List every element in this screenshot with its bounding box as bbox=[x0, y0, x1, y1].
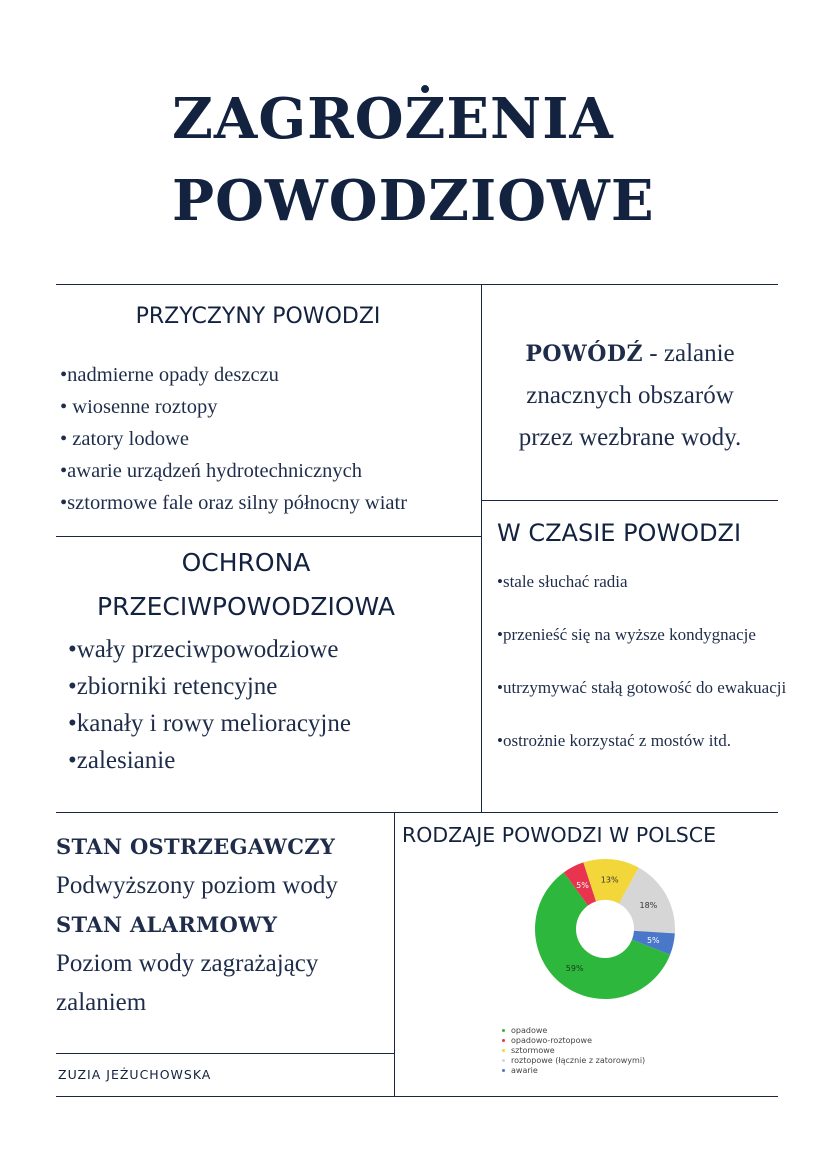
legend-label: roztopowe (łącznie z zatorowymi) bbox=[511, 1056, 646, 1065]
definition-line-3: przez wezbrane wody. bbox=[518, 424, 742, 451]
list-item: •zbiorniki retencyjne bbox=[68, 673, 278, 700]
w-czasie-list bbox=[497, 569, 797, 781]
section-heading-rodzaje: RODZAJE POWODZI W POLSCE bbox=[402, 823, 717, 847]
section-heading-w-czasie: W CZASIE POWODZI bbox=[497, 519, 742, 547]
list-item: •wały przeciwpowodziowe bbox=[68, 636, 339, 663]
legend-dot bbox=[502, 1029, 505, 1032]
divider-vertical-lower bbox=[394, 812, 395, 1096]
legend-item bbox=[502, 1036, 645, 1046]
legend-label: awarie bbox=[511, 1066, 538, 1075]
legend-dot bbox=[502, 1059, 505, 1062]
legend-dot bbox=[502, 1049, 505, 1052]
donut-chart bbox=[498, 852, 698, 1092]
legend-label: opadowo-roztopowe bbox=[511, 1036, 592, 1045]
divider-left-middle bbox=[56, 536, 481, 537]
list-item: •sztormowe fale oraz silny północny wiatr bbox=[60, 492, 408, 514]
legend-label: sztormowe bbox=[511, 1046, 555, 1055]
ochrona-heading-line-1: OCHRONA bbox=[181, 548, 311, 577]
legend-item bbox=[502, 1046, 645, 1056]
donut-label-1: 5% bbox=[576, 880, 589, 890]
divider-author bbox=[56, 1053, 394, 1054]
stan-ostrzegawczy-label: STAN OSTRZEGAWCZY bbox=[56, 834, 336, 859]
donut-label-2: 13% bbox=[600, 875, 619, 885]
page-title bbox=[172, 78, 732, 242]
list-item: • zatory lodowe bbox=[60, 428, 189, 450]
donut-label-4: 5% bbox=[646, 935, 660, 945]
stan-alarmowy-label: STAN ALARMOWY bbox=[56, 912, 278, 937]
donut-chart-svg bbox=[498, 852, 698, 1022]
przyczyny-list bbox=[60, 359, 407, 519]
chart-legend bbox=[502, 1026, 645, 1076]
donut-label-3: 18% bbox=[639, 901, 658, 911]
list-item: •ostrożnie korzystać z mostów itd. bbox=[497, 731, 731, 750]
legend-item bbox=[502, 1026, 645, 1036]
legend-label: opadowe bbox=[511, 1026, 548, 1035]
ochrona-heading-line-2: PRZECIWPOWODZIOWA bbox=[97, 592, 395, 621]
legend-dot bbox=[502, 1069, 505, 1072]
stan-ostrzegawczy-desc: Podwyższony poziom wody bbox=[56, 872, 338, 899]
divider-lower bbox=[56, 812, 778, 813]
stan-alarmowy-desc: Poziom wody zagrażający zalaniem bbox=[56, 950, 319, 1016]
section-heading-ochrona bbox=[56, 541, 436, 629]
title-line-2: POWODZIOWE bbox=[172, 168, 655, 234]
legend-dot bbox=[502, 1039, 505, 1042]
definition-term: POWÓDŹ bbox=[525, 341, 644, 367]
definition-block bbox=[492, 333, 768, 459]
list-item: •zalesianie bbox=[68, 747, 176, 774]
legend-item bbox=[502, 1056, 645, 1066]
alert-levels bbox=[56, 827, 386, 1022]
divider-vertical-upper bbox=[481, 284, 482, 812]
list-item: •kanały i rowy melioracyjne bbox=[68, 710, 351, 737]
divider-top bbox=[56, 284, 778, 285]
list-item: •nadmierne opady deszczu bbox=[60, 364, 279, 386]
list-item: •przenieść się na wyższe kondygnacje bbox=[497, 625, 756, 644]
ochrona-list bbox=[68, 631, 351, 779]
divider-bottom bbox=[56, 1096, 778, 1097]
section-heading-przyczyny: PRZYCZYNY POWODZI bbox=[135, 304, 381, 329]
donut-label-0: 59% bbox=[565, 964, 584, 974]
definition-line-1: - zalanie bbox=[643, 340, 735, 367]
list-item: •awarie urządzeń hydrotechnicznych bbox=[60, 460, 362, 482]
list-item: •stale słuchać radia bbox=[497, 572, 628, 591]
definition-line-2: znacznych obszarów bbox=[526, 382, 734, 409]
list-item: •utrzymywać stałą gotowość do ewakuacji bbox=[497, 678, 787, 697]
title-line-1: ZAGROŻENIA bbox=[172, 86, 614, 152]
legend-item bbox=[502, 1066, 645, 1076]
author-name: ZUZIA JEŻUCHOWSKA bbox=[58, 1067, 212, 1082]
list-item: • wiosenne roztopy bbox=[60, 396, 218, 418]
divider-right-middle bbox=[481, 500, 778, 501]
